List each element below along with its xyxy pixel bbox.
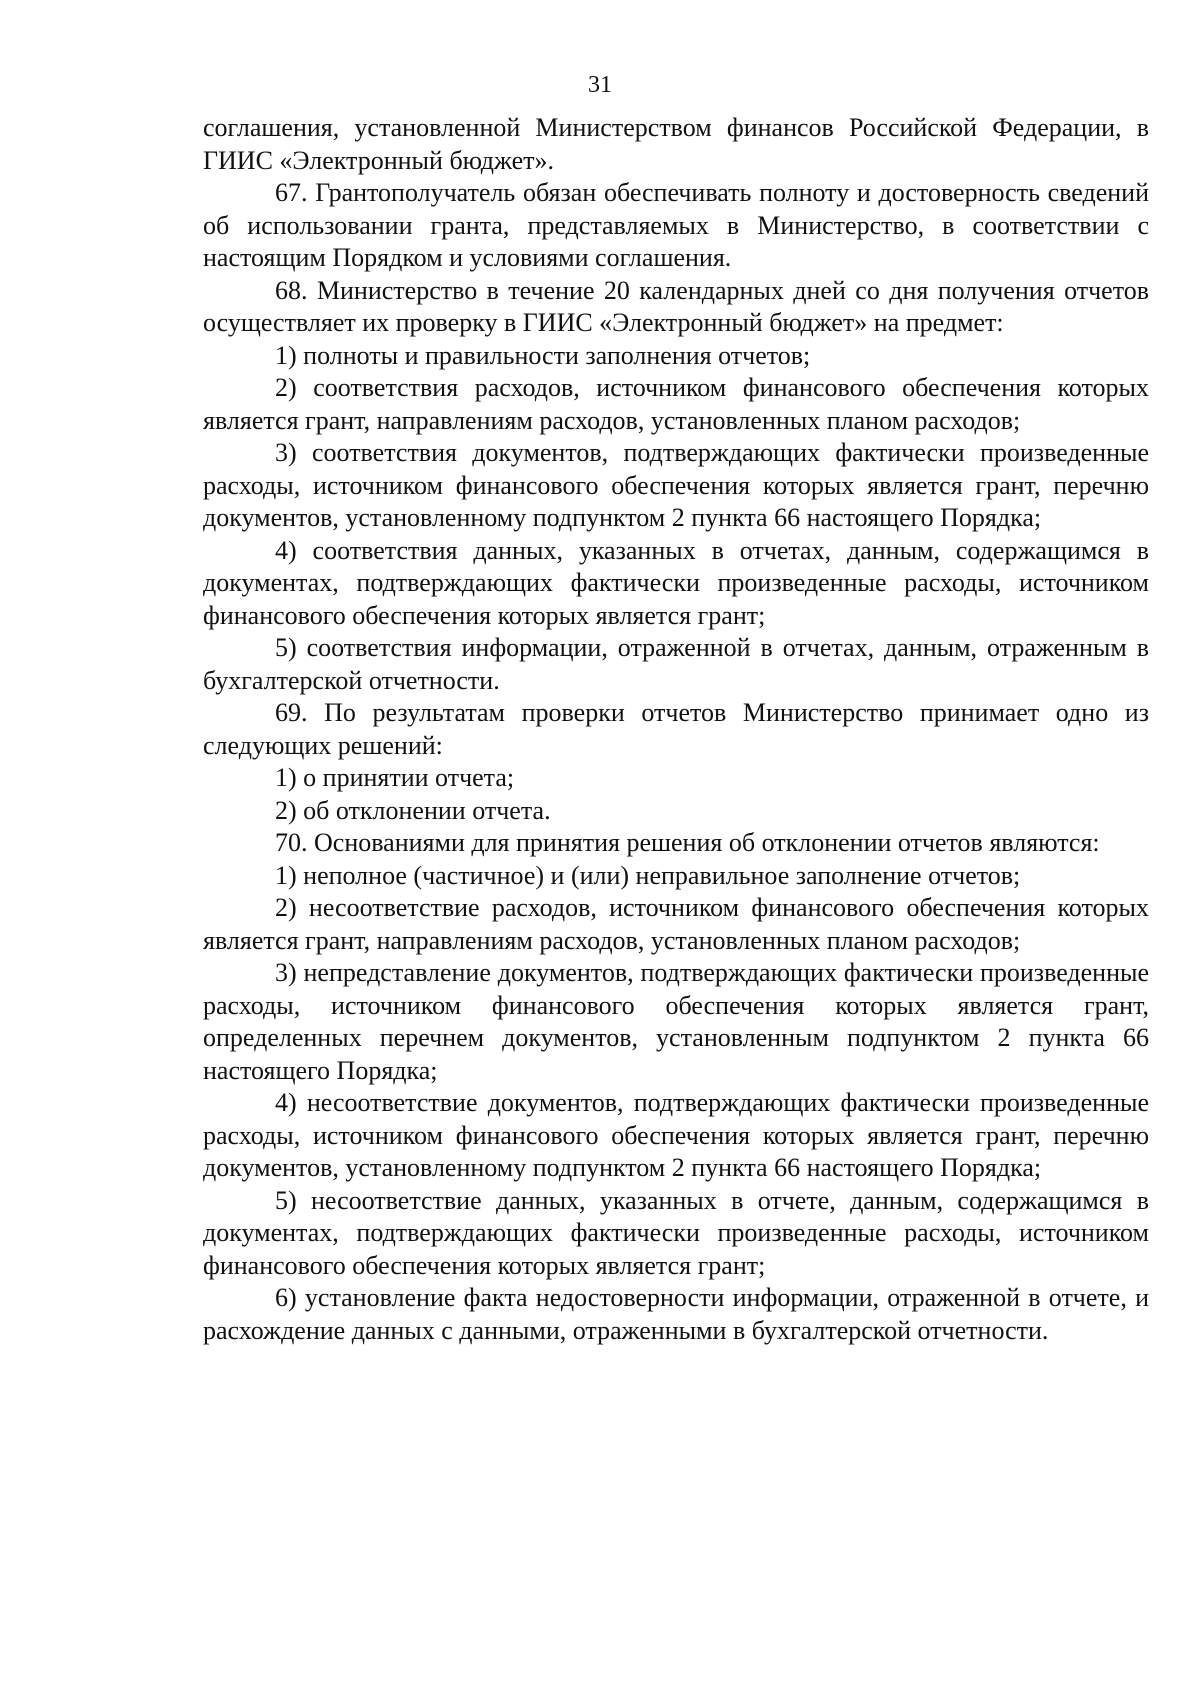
paragraph-70-item-1: 1) неполное (частичное) и (или) неправильное заполнение отчетов; [275,860,1021,890]
paragraph-68-item-1: 1) полноты и правильности заполнения отчетов; [275,340,811,370]
paragraph-69-item-2: 2) об отклонении отчета. [275,795,551,825]
paragraph-70-item-4: 4) несоответствие документов, подтверждающих фактически произведенные расходы, источником финансового обеспечения которых является грант, перечню документов, установленному подпунктом 2 пункта 66 настоящего Порядка; [203,1088,1149,1182]
paragraph-70: 70. Основаниями для принятия решения об отклонении отчетов являются: [275,828,1100,857]
paragraph-69: 69. По результатам проверки отчетов Министерство принимает одно из следующих решений: [203,698,1149,760]
paragraph-70-item-6: 6) установление факта недостоверности информации, отраженной в отчете, и расхождение данных с данными, отраженными в бухгалтерской отчетности. [203,1283,1149,1345]
paragraph-68-item-5: 5) соответствия информации, отраженной в отчетах, данным, отраженным в бухгалтерской отчетности. [203,633,1149,695]
paragraph-70-item-5: 5) несоответствие данных, указанных в отчете, данным, содержащимся в документах, подтверждающих фактически произведенные расходы, источником финансового обеспечения которых является грант; [203,1185,1149,1280]
paragraph-68-item-4: 4) соответствия данных, указанных в отчетах, данным, содержащимся в документах, подтверждающих фактически произведенные расходы, источником финансового обеспечения которых является грант; [203,535,1149,630]
paragraph-68-item-2: 2) соответствия расходов, источником финансового обеспечения которых является грант, направлениям расходов, установленных планом расходов; [203,373,1149,435]
paragraph-68: 68. Министерство в течение 20 календарных дней со дня получения отчетов осуществляет их проверку в ГИИС «Электронный бюджет» на предмет: [203,275,1149,337]
paragraph-continuation-66: соглашения, установленной Министерством финансов Российской Федерации, в ГИИС «Электронный бюджет». [203,113,1149,175]
paragraph-70-item-3: 3) непредставление документов, подтверждающих фактически произведенные расходы, источником финансового обеспечения которых является грант, определенных перечнем документов, установленным подпунктом 2 пункта 66 настоящего Порядка; [203,958,1149,1085]
paragraph-69-item-1: 1) о принятии отчета; [275,763,515,792]
paragraph-67: 67. Грантополучатель обязан обеспечивать полноту и достоверность сведений об использовании гранта, представляемых в Министерство, в соответствии с настоящим Порядком и условиями соглашения. [203,178,1149,272]
paragraph-70-item-2: 2) несоответствие расходов, источником финансового обеспечения которых является грант, направлениям расходов, установленных планом расходов; [203,893,1149,955]
paragraph-68-item-3: 3) соответствия документов, подтверждающих фактически произведенные расходы, источником финансового обеспечения которых является грант, перечню документов, установленному подпунктом 2 пункта 66 настоящего Порядка; [203,438,1149,532]
page-number: 31 [588,72,612,98]
document-body [203,112,1149,1347]
